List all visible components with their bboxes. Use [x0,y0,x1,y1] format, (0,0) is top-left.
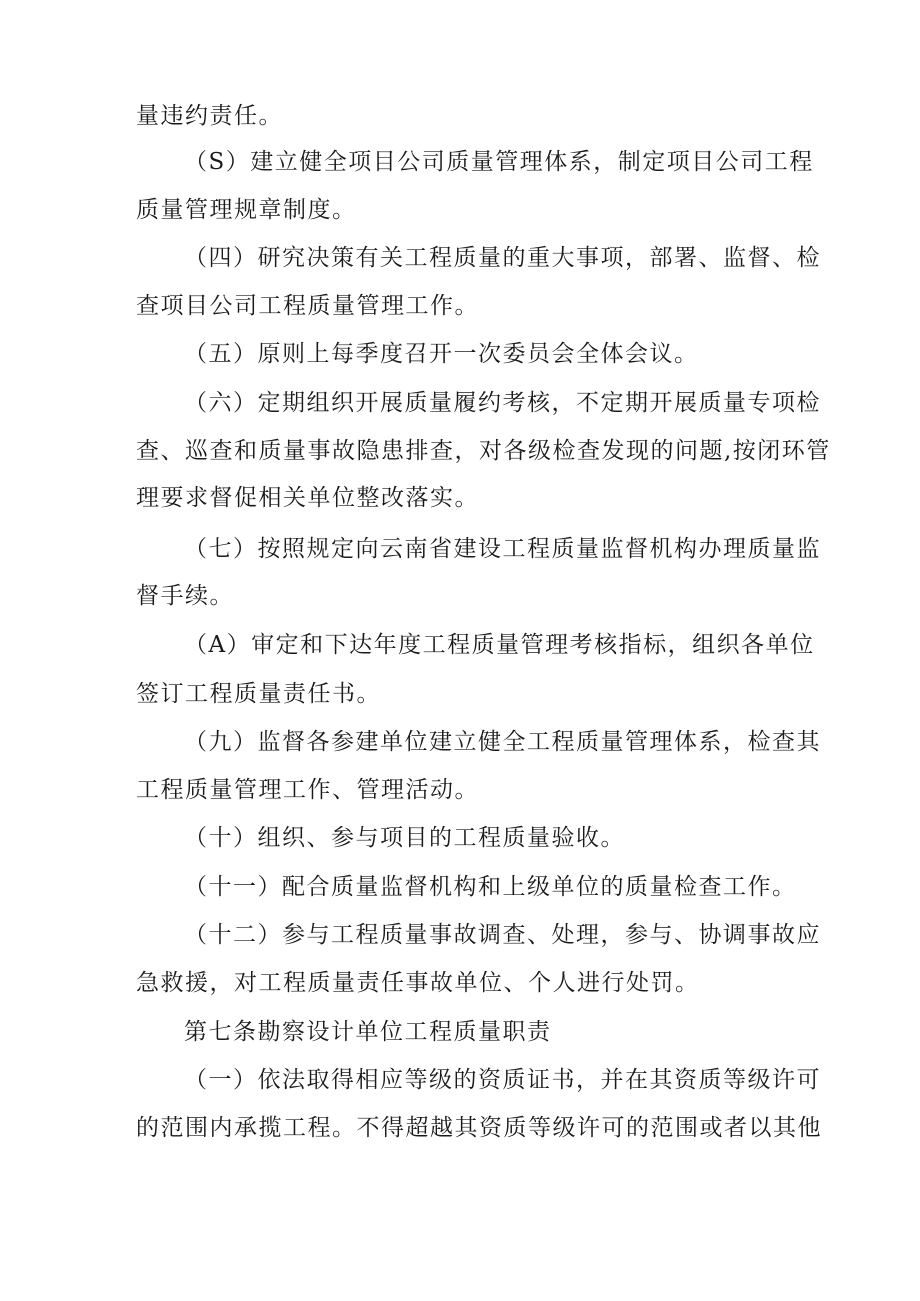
text-line: （七）按照规定向云南省建设工程质量监督机构办理质量监 [184,536,821,562]
text-line: （S）建立健全项目公司质量管理体系，制定项目公司工程 [184,149,814,175]
text-line: （十二）参与工程质量事故调查、处理，参与、协调事故应 [184,922,821,948]
text-line: （四）研究决策有关工程质量的重大事项，部署、监督、检 [184,245,821,271]
text-line: 急救援，对工程质量责任事故单位、个人进行处罚。 [136,970,700,996]
text-line: 查、巡查和质量事故隐患排查，对各级检查发现的问题,按闭环管 [136,438,831,464]
text-line: 查项目公司工程质量管理工作。 [136,293,479,319]
text-line: 质量管理规章制度。 [136,197,357,223]
text-line: 工程质量管理工作、管理活动。 [136,777,479,803]
text-line: （一）依法取得相应等级的资质证书，并在其资质等级许可 [184,1067,821,1093]
text-line: 的范围内承揽工程。不得超越其资质等级许可的范围或者以其他 [136,1115,822,1141]
text-line: （A）审定和下达年度工程质量管理考核指标，组织各单位 [184,632,815,658]
text-line: （六）定期组织开展质量履约考核，不定期开展质量专项检 [184,390,821,416]
text-line: （五）原则上每季度召开一次委员会全体会议。 [184,341,699,367]
text-line: 理要求督促相关单位整改落实。 [136,485,479,511]
text-line: （十）组织、参与项目的工程质量验收。 [184,825,625,851]
text-line: 量违约责任。 [136,103,283,129]
text-line: 签订工程质量责任书。 [136,681,381,707]
text-line: （十一）配合质量监督机构和上级单位的质量检查工作。 [184,874,797,900]
text-line: （九）监督各参建单位建立健全工程质量管理体系，检查其 [184,729,821,755]
text-line: 督手续。 [136,583,234,609]
section-heading: 第七条勘察设计单位工程质量职责 [184,1019,552,1045]
